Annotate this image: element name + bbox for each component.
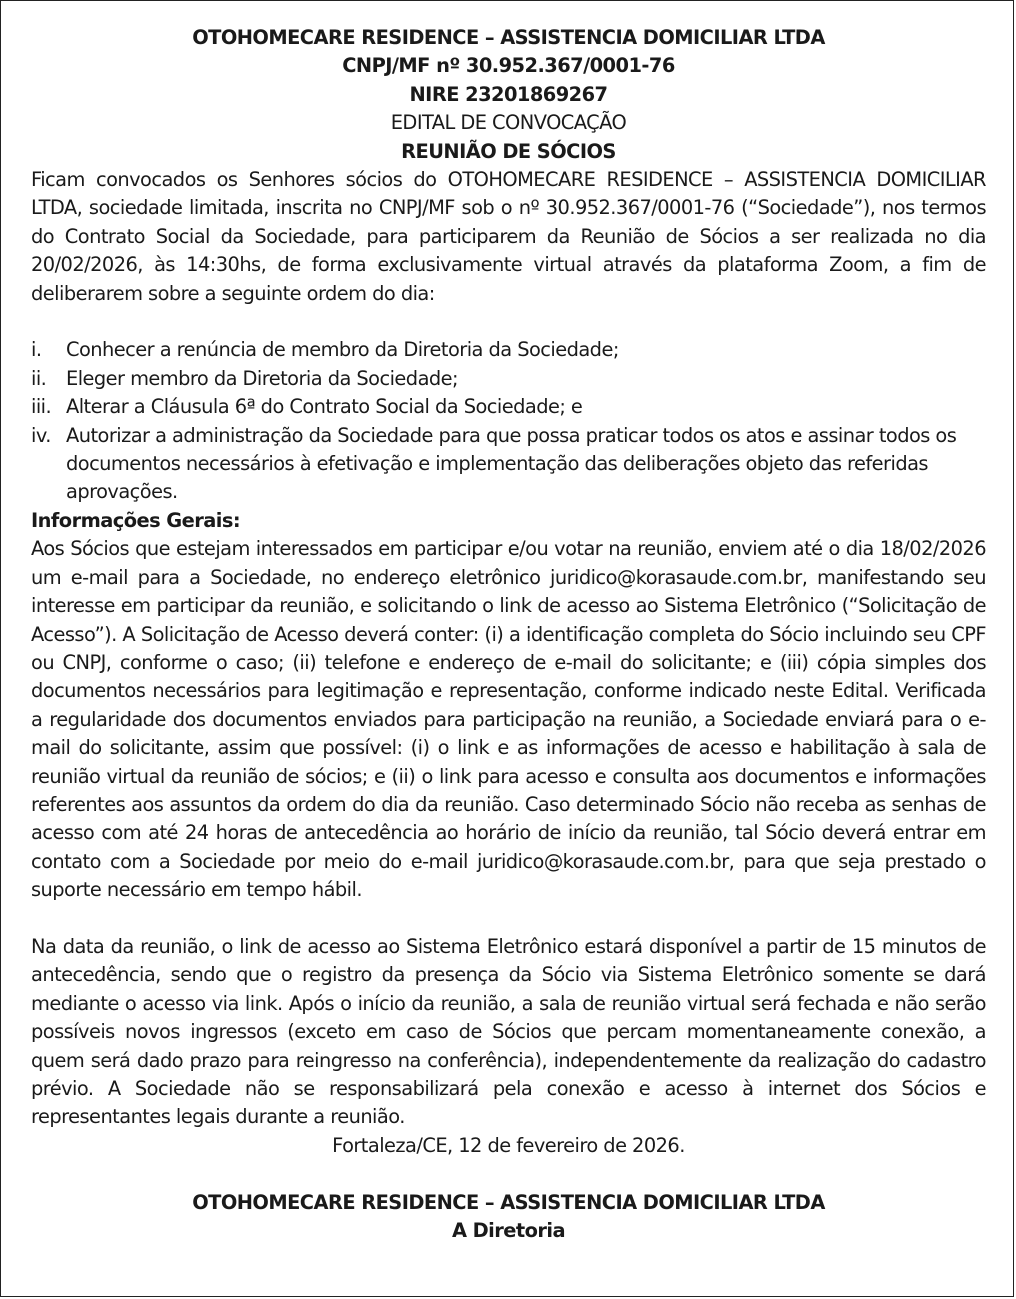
signature-role: A Diretoria — [451, 1219, 566, 1243]
agenda-list — [31, 336, 986, 506]
nire-line: NIRE 23201869267 — [409, 82, 608, 106]
agenda-item — [31, 365, 986, 393]
general-info-paragraph-1: Aos Sócios que estejam interessados em participar e/ou votar na reunião, enviem até o dia 18/02/2026 um e-mail para a Sociedade, no endereço eletrônico juridico@korasaude.com.br, manifestando seu interesse em participar da reunião, e solicitando o link de acesso ao Sistema Eletrônico (“Solicitação de Acesso”). A Solicitação de Acesso deverá conter: (i) a identificação completa do Sócio incluindo seu CPF ou CNPJ, conforme o caso; (ii) telefone e endereço de e-mail do solicitante; e (iii) cópia simples dos documentos necessários para legitimação e representação, conforme indicado neste Edital. Verificada a regularidade dos documentos enviados para participação na reunião, a Sociedade enviará para o e-mail do solicitante, assim que possível: (i) o link e as informações de acesso e habilitação à sala de reunião virtual da reunião de sócios; e (ii) o link para acesso e consulta aos documentos e informações referentes aos assuntos da ordem do dia da reunião. Caso determinado Sócio não receba as senhas de acesso com até 24 horas de antecedência ao horário de início da reunião, tal Sócio deverá entrar em contato com a Sociedade por meio do e-mail juridico@korasaude.com.br, para que seja prestado o suporte necessário em tempo hábil. — [31, 537, 986, 902]
signature-company: OTOHOMECARE RESIDENCE – ASSISTENCIA DOMICILIAR LTDA — [192, 1190, 825, 1214]
agenda-text: Conhecer a renúncia de membro da Diretoria da Sociedade; — [66, 338, 619, 362]
agenda-text: Autorizar a administração da Sociedade para que possa praticar todos os atos e assinar todos os documentos necessários à efetivação e implementação das deliberações objeto das referidas aprovações. — [66, 423, 957, 504]
agenda-item — [31, 336, 986, 364]
agenda-number: ii. — [31, 366, 47, 390]
agenda-text: Eleger membro da Diretoria da Sociedade; — [66, 366, 459, 390]
intro-paragraph: Ficam convocados os Senhores sócios do OTOHOMECARE RESIDENCE – ASSISTENCIA DOMICILIAR LTDA, sociedade limitada, inscrita no CNPJ/MF sob o nº 30.952.367/0001-76 (“Sociedade”), nos termos do Contrato Social da Sociedade, para participarem da Reunião de Sócios a ser realizada no dia 20/02/2026, às 14:30hs, de forma exclusivamente virtual através da plataforma Zoom, a fim de deliberarem sobre a seguinte ordem do dia: — [31, 168, 986, 305]
agenda-number: i. — [31, 338, 42, 362]
agenda-item — [31, 393, 986, 421]
agenda-item — [31, 422, 986, 507]
notice-title: EDITAL DE CONVOCAÇÃO — [390, 111, 627, 135]
cnpj-line: CNPJ/MF nº 30.952.367/0001-76 — [342, 54, 675, 78]
general-info-heading: Informações Gerais: — [31, 508, 241, 532]
company-name: OTOHOMECARE RESIDENCE – ASSISTENCIA DOMICILIAR LTDA — [192, 26, 825, 49]
place-date: Fortaleza/CE, 12 de fevereiro de 2026. — [332, 1133, 685, 1157]
spacer — [31, 308, 986, 336]
notice-content — [31, 24, 986, 1245]
notice-subtitle: REUNIÃO DE SÓCIOS — [401, 139, 616, 163]
agenda-number: iii. — [31, 395, 52, 419]
agenda-number: iv. — [31, 423, 51, 447]
agenda-text: Alterar a Cláusula 6ª do Contrato Social da Sociedade; e — [66, 395, 583, 419]
spacer — [31, 905, 986, 933]
general-info-paragraph-2: Na data da reunião, o link de acesso ao Sistema Eletrônico estará disponível a partir de 15 minutos de antecedência, sendo que o registro da presença da Sócio via Sistema Eletrônico somente se dará mediante o acesso via link. Após o início da reunião, a sala de reunião virtual será fechada e não serão possíveis novos ingressos (exceto em caso de Sócios que percam momentaneamente conexão, a quem será dado prazo para reingresso na conferência), independentemente da realização do cadastro prévio. A Sociedade não se responsabilizará pela conexão e acesso à internet dos Sócios e representantes legais durante a reunião. — [31, 934, 986, 1129]
